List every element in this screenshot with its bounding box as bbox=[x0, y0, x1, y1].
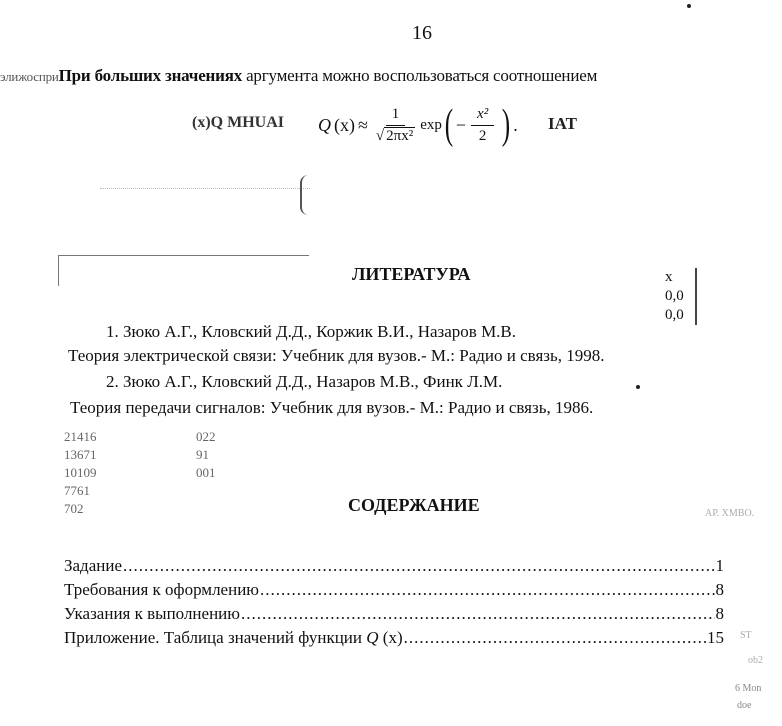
formula-arg: (x) bbox=[334, 114, 355, 135]
bleed-side-right-3: ob2 bbox=[748, 655, 763, 666]
formula-inner-numerator: x² bbox=[471, 106, 494, 126]
toc-entry-title: Требования к оформлению bbox=[64, 580, 259, 599]
intro-bold: При больших значениях bbox=[58, 66, 243, 85]
formula-approx: ≈ bbox=[358, 114, 368, 135]
intro-normal: аргумента можно воспользоваться соотношением bbox=[242, 66, 598, 85]
toc-entry-title-tail: (x) bbox=[378, 628, 403, 647]
toc-entry-title bbox=[64, 628, 403, 648]
toc-entry-page: 15 bbox=[707, 628, 724, 647]
toc-entry-page: 1 bbox=[715, 556, 724, 575]
bleed-side-right-5: doe bbox=[737, 700, 752, 711]
bleed-cell: 91 bbox=[196, 447, 209, 462]
bleed-cell: 001 bbox=[196, 465, 216, 480]
contents-heading: СОДЕРЖАНИЕ bbox=[348, 495, 480, 515]
formula-radicand: 2πx² bbox=[386, 127, 414, 144]
stray-dot bbox=[687, 4, 691, 8]
bleed-column-left bbox=[64, 428, 97, 518]
toc-leader bbox=[260, 580, 715, 600]
reference-1-title: Теория электрической связи: Учебник для вузов.- М.: Радио и связь, 1998. bbox=[68, 346, 605, 365]
bleed-cell: 0,0 bbox=[665, 288, 684, 304]
bleed-cell: x bbox=[665, 269, 673, 285]
bleed-cell: 21416 bbox=[64, 429, 97, 444]
formula-fraction bbox=[376, 106, 415, 145]
toc-entry-task bbox=[64, 556, 724, 576]
bleed-bracket bbox=[300, 175, 312, 215]
bleed-cell: 13671 bbox=[64, 447, 97, 462]
toc-leader bbox=[241, 604, 715, 624]
page-number: 16 bbox=[412, 22, 432, 44]
formula-right-paren: ) bbox=[501, 102, 511, 148]
bleed-formula-right: IAT bbox=[548, 114, 577, 133]
toc-entry-instructions bbox=[64, 604, 724, 624]
toc-leader bbox=[123, 556, 715, 576]
bleed-column-mid bbox=[196, 428, 216, 482]
bleed-side-right-1: AP. XMBO. bbox=[705, 508, 755, 519]
bleed-text: элижоспри bbox=[0, 69, 59, 84]
stray-dot bbox=[636, 385, 640, 389]
formula-denominator: √ 2πx² bbox=[375, 127, 414, 144]
bleed-scribble bbox=[100, 180, 310, 189]
bleed-cell: 702 bbox=[64, 501, 84, 516]
formula-q-approx bbox=[318, 102, 518, 148]
formula-left-paren: ( bbox=[444, 102, 454, 148]
bleed-side-right-2: ST bbox=[740, 630, 752, 641]
reference-2-authors: 2. Зюко А.Г., Кловский Д.Д., Назаров М.В., Финк Л.М. bbox=[106, 372, 503, 391]
reference-2-title: Теория передачи сигналов: Учебник для вузов.- М.: Радио и связь, 1986. bbox=[70, 398, 594, 417]
intro-sentence bbox=[0, 66, 597, 86]
bleed-table-frame bbox=[58, 255, 309, 286]
formula-q: Q bbox=[318, 114, 331, 135]
bleed-cell: 0,0 bbox=[665, 307, 684, 323]
formula-inner-fraction bbox=[471, 106, 494, 145]
literature-heading: ЛИТЕРАТУРА bbox=[352, 264, 471, 284]
formula-inner-denominator: 2 bbox=[478, 127, 487, 144]
bleed-cell: 022 bbox=[196, 429, 216, 444]
toc-entry-title-q: Q bbox=[366, 628, 379, 647]
toc-entry-page: 8 bbox=[715, 580, 724, 599]
bleed-cell: 7761 bbox=[64, 483, 90, 498]
toc-entry-appendix bbox=[64, 628, 724, 648]
formula-end: . bbox=[513, 114, 518, 135]
bleed-table-right bbox=[665, 268, 697, 325]
toc-entry-formatting bbox=[64, 580, 724, 600]
toc-leader bbox=[404, 628, 706, 648]
formula-numerator: 1 bbox=[386, 106, 406, 126]
bleed-cell: 10109 bbox=[64, 465, 97, 480]
toc-entry-title: Задание bbox=[64, 556, 122, 575]
bleed-side-right-4: 6 Mon bbox=[735, 683, 762, 694]
formula-minus: − bbox=[455, 114, 467, 135]
reference-1-authors: 1. Зюко А.Г., Кловский Д.Д., Коржик В.И., Назаров М.В. bbox=[106, 322, 517, 341]
formula-exp: exp bbox=[420, 116, 442, 133]
toc-entry-page: 8 bbox=[715, 604, 724, 623]
bleed-formula-left: (x)Q MHUAI bbox=[192, 114, 284, 131]
toc-entry-title-text: Приложение. Таблица значений функции bbox=[64, 628, 367, 647]
toc-entry-title: Указания к выполнению bbox=[64, 604, 240, 623]
